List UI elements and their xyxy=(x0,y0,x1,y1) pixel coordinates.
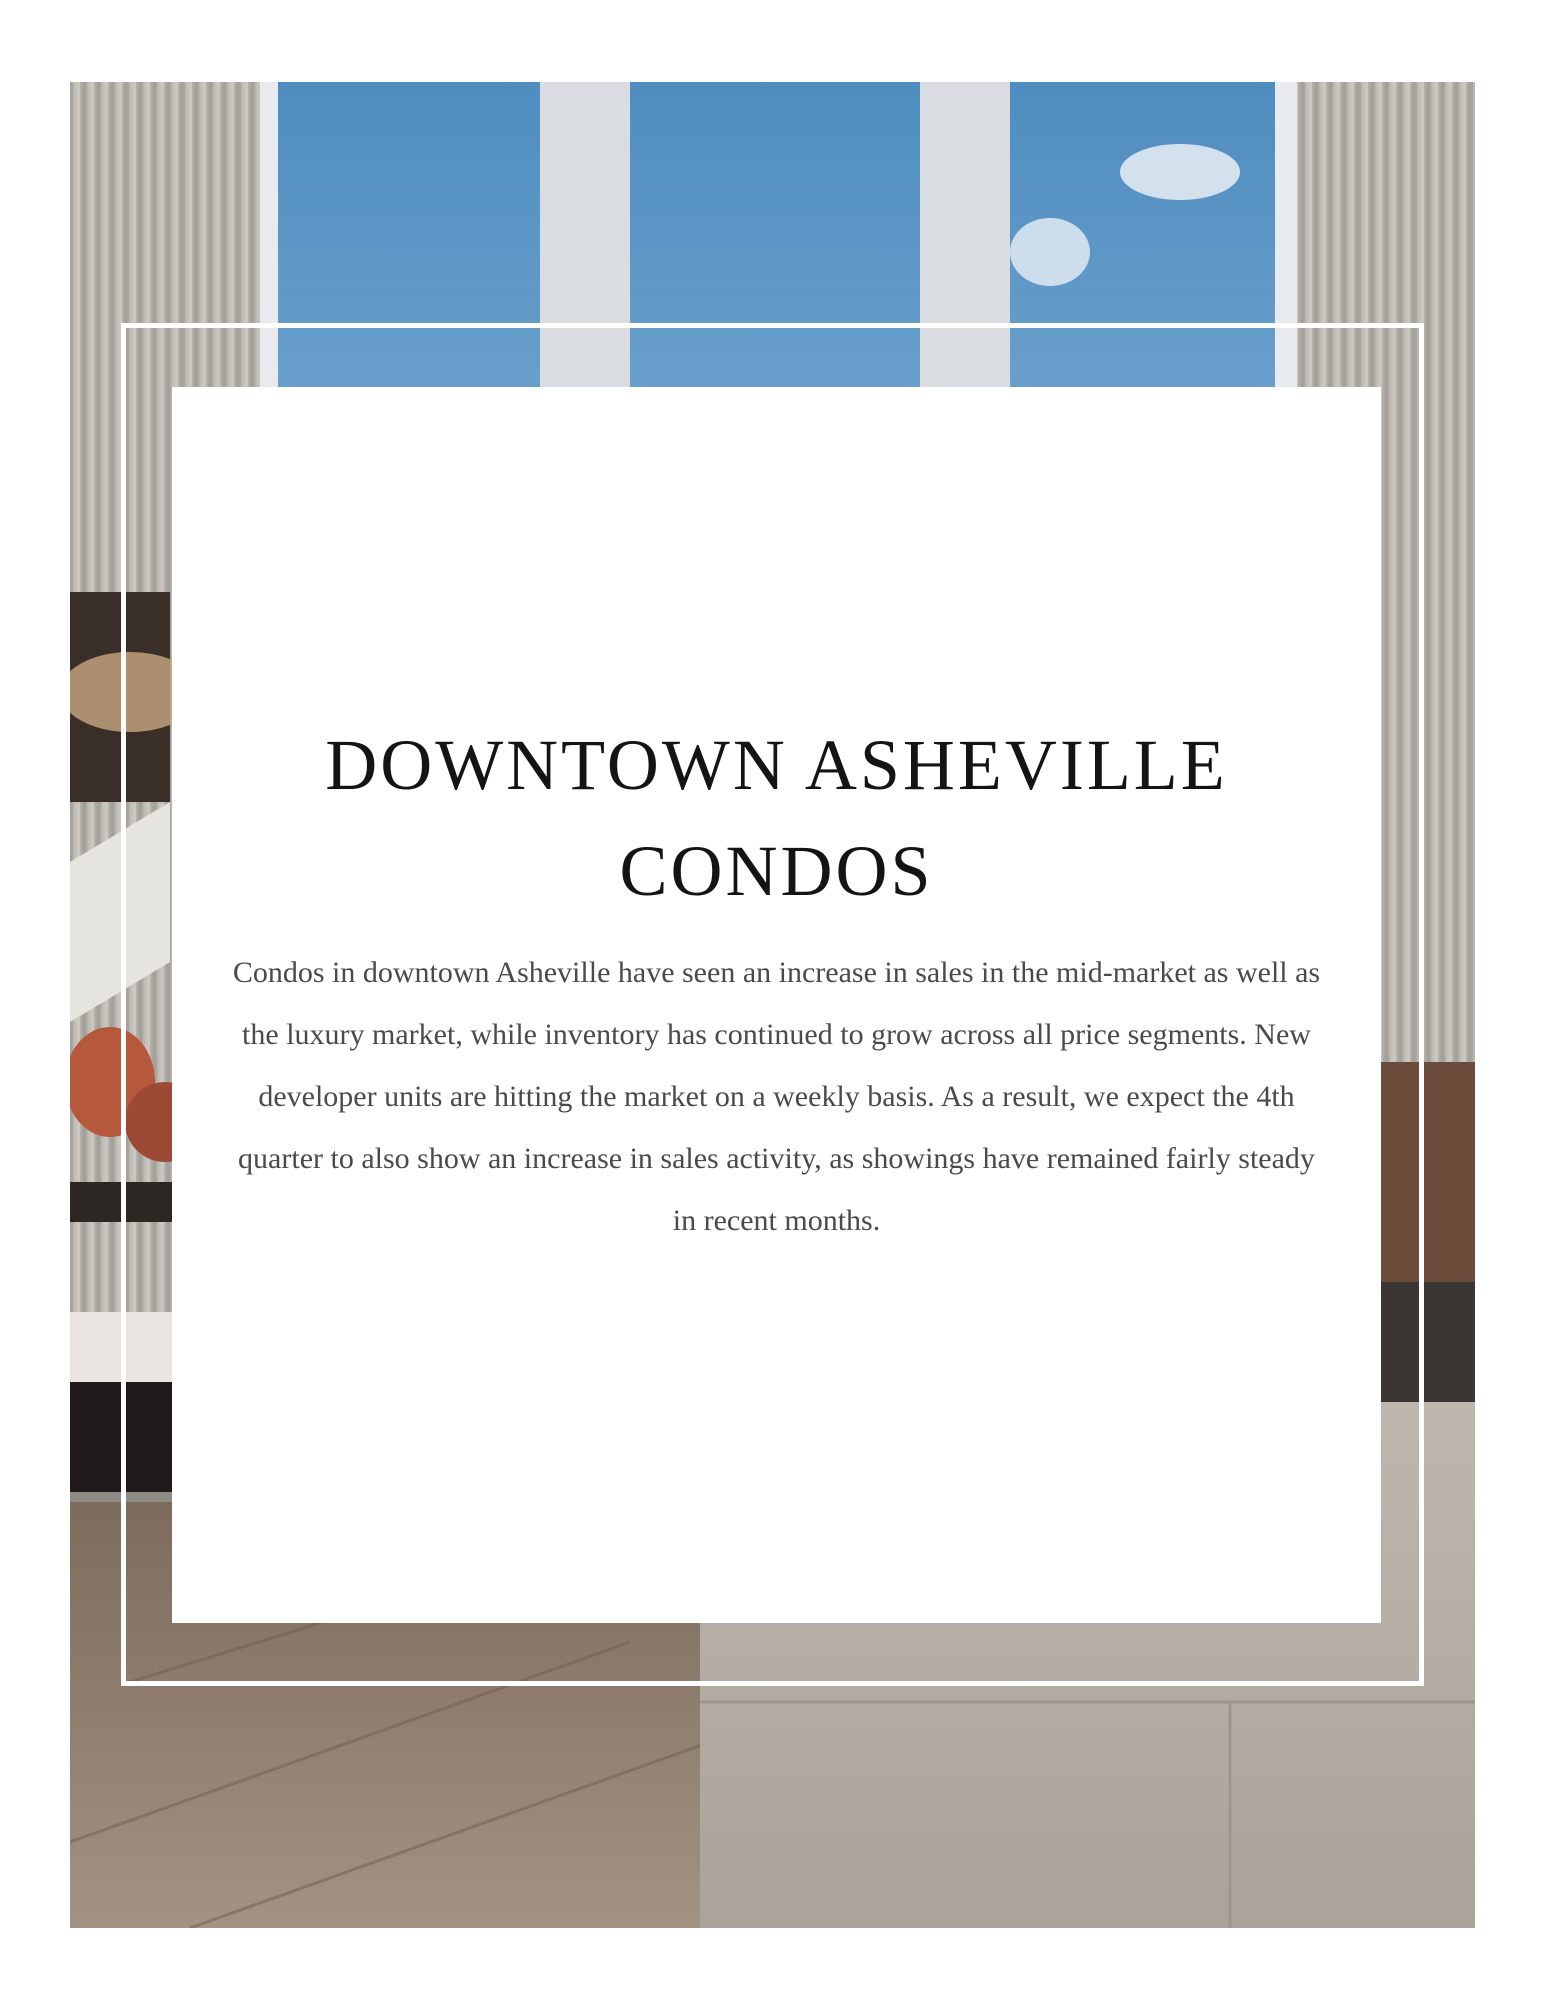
body-paragraph: Condos in downtown Asheville have seen an increase in sales in the mid-market as well as the luxury market, while inventory has continued to grow across all price segments. New developer units are hitting the market on a weekly basis. As a result, we expect the 4th quarter to also show an increase in sales activity, as showings have remained fairly steady in recent months. xyxy=(232,956,1321,1237)
title-line-1: DOWNTOWN ASHEVILLE xyxy=(325,725,1228,805)
title-line-2: CONDOS xyxy=(619,831,934,911)
content-card xyxy=(172,387,1381,1623)
page-title xyxy=(172,712,1381,924)
